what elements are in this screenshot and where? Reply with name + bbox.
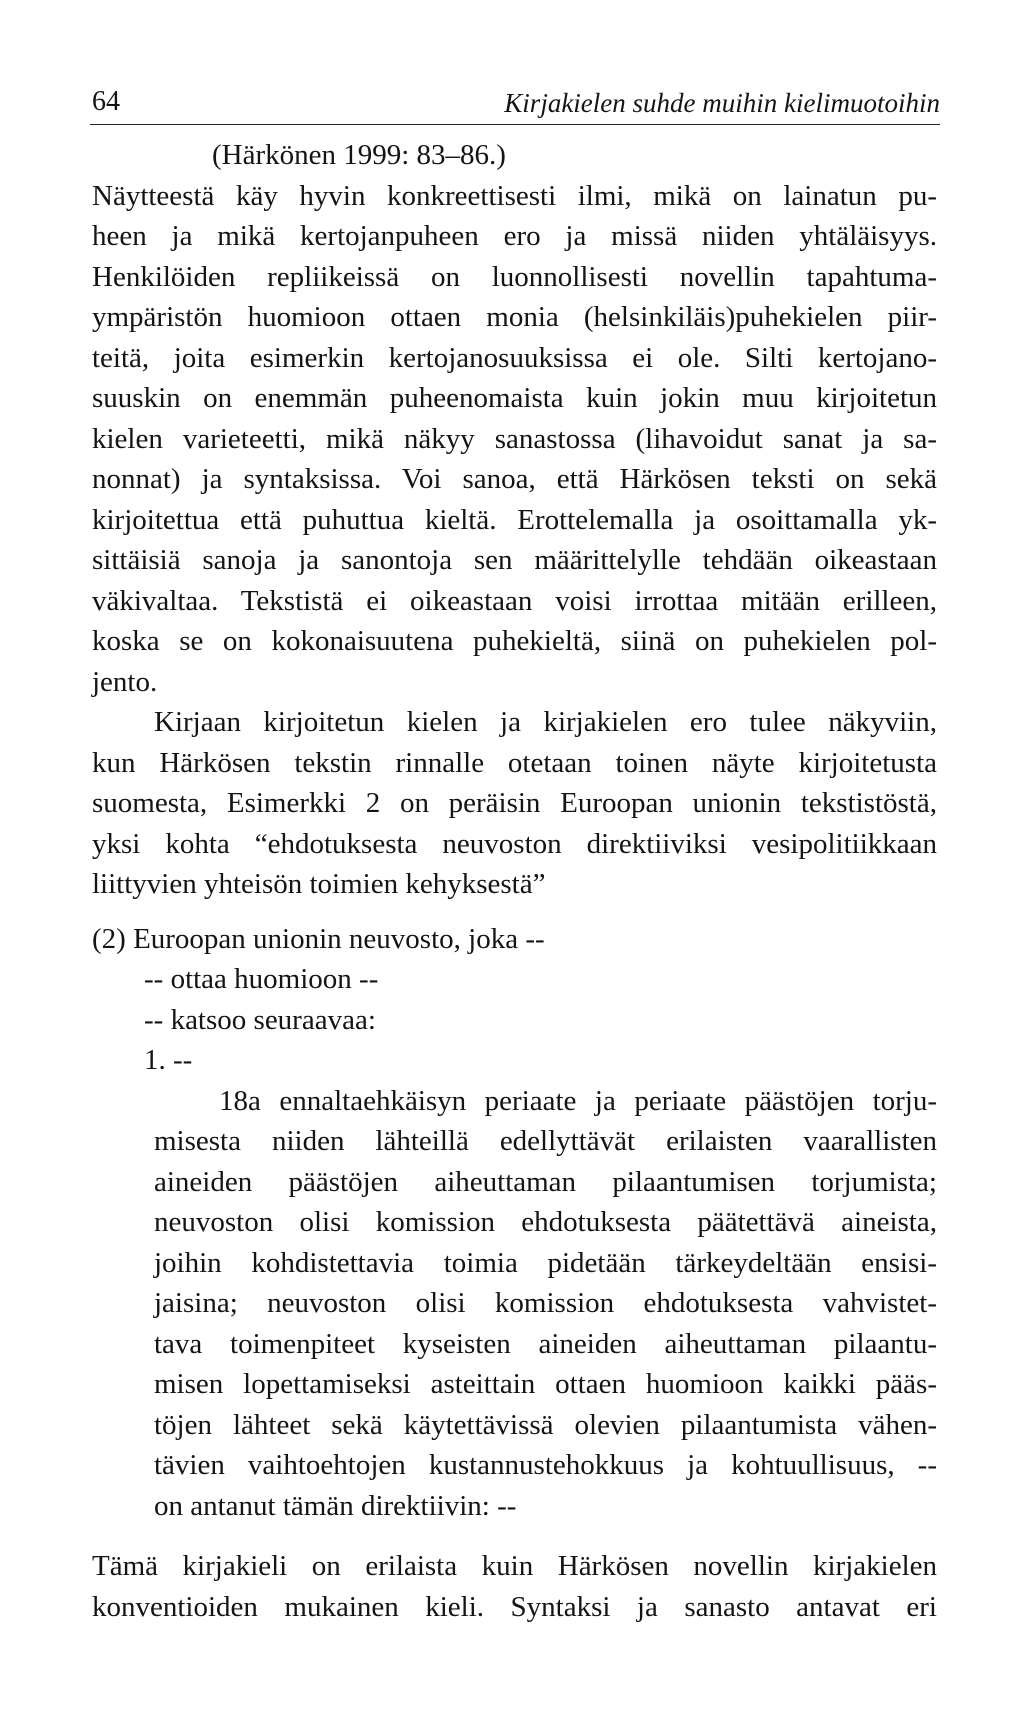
example-line: (2) Euroopan unionin neuvosto, joka -- <box>92 922 545 955</box>
text-line: kirjoitettua että puhuttua kieltä. Erottelemalla ja osoittamalla yk- <box>92 503 937 536</box>
quote-line: on antanut tämän direktiivin: -- <box>154 1489 517 1522</box>
example-quote <box>92 1081 937 1527</box>
text-line: jento. <box>92 665 158 698</box>
text-line: konventioiden mukainen kieli. Syntaksi ja sanasto antavat eri <box>92 1590 937 1623</box>
text-line: kun Härkösen tekstin rinnalle otetaan toinen näyte kirjoitetusta <box>92 746 937 779</box>
text-line: ympäristön huomioon ottaen monia (helsinkiläis)puhekielen piir- <box>92 301 937 333</box>
text-line: heen ja mikä kertojanpuheen ero ja missä niiden yhtäläisyys. <box>92 220 937 252</box>
quote-line: töjen lähteet sekä käytettävissä olevien pilaantumista vähen- <box>154 1408 937 1441</box>
example-line: -- katsoo seuraavaa: <box>144 1003 376 1036</box>
example-line: -- ottaa huomioon -- <box>144 963 379 995</box>
running-title: Kirjakielen suhde muihin kielimuotoihin <box>504 88 940 118</box>
text-line: kielen varieteetti, mikä näkyy sanastossa (lihavoidut sanat ja sa- <box>92 422 937 455</box>
text-line: suuskin on enemmän puheenomaista kuin jokin muu kirjoitetun <box>92 382 937 414</box>
quote-line: neuvoston olisi komission ehdotuksesta päätettävä aineista, <box>154 1206 937 1238</box>
citation-line: (Härkönen 1999: 83–86.) <box>212 139 506 171</box>
text-line: Näytteestä käy hyvin konkreettisesti ilmi, mikä on lainatun pu- <box>92 179 937 212</box>
quote-line: tävien vaihtoehtojen kustannustehokkuus ja kohtuullisuus, -- <box>154 1449 937 1481</box>
text-line: sittäisiä sanoja ja sanontoja sen määrittelylle tehdään oikeastaan <box>92 544 937 576</box>
quote-line: aineiden päästöjen aiheuttaman pilaantumisen torjumista; <box>154 1165 937 1198</box>
page-body <box>92 135 937 1627</box>
text-line: nonnat) ja syntaksissa. Voi sanoa, että Härkösen teksti on sekä <box>92 463 937 495</box>
page-number: 64 <box>92 86 120 117</box>
quote-line: jaisina; neuvoston olisi komission ehdotuksesta vahvistet- <box>154 1287 937 1319</box>
text-line: liittyvien yhteisön toimien kehyksestä” <box>92 868 546 900</box>
paragraph-1 <box>92 176 937 703</box>
text-line: Tämä kirjakieli on erilaista kuin Härkösen novellin kirjakielen <box>92 1550 937 1582</box>
page-header <box>90 82 940 125</box>
text-line: Henkilöiden repliikeissä on luonnollisesti novellin tapahtuma- <box>92 260 937 293</box>
paragraph-3 <box>92 1546 937 1627</box>
text-line: yksi kohta “ehdotuksesta neuvoston direktiiviksi vesipolitiikkaan <box>92 827 937 860</box>
text-line: suomesta, Esimerkki 2 on peräisin Euroopan unionin tekstistöstä, <box>92 787 937 819</box>
paragraph-2 <box>92 702 937 905</box>
quote-line: joihin kohdistettavia toimia pidetään tärkeydeltään ensisi- <box>154 1246 937 1279</box>
example-line: 1. -- <box>144 1044 193 1076</box>
quote-line: misesta niiden lähteillä edellyttävät erilaisten vaarallisten <box>154 1125 937 1157</box>
text-line: koska se on kokonaisuutena puhekieltä, siinä on puhekielen pol- <box>92 625 937 657</box>
text-line: väkivaltaa. Tekstistä ei oikeastaan voisi irrottaa mitään erilleen, <box>92 584 937 617</box>
text-line: teitä, joita esimerkin kertojanosuuksissa ei ole. Silti kertojano- <box>92 341 937 374</box>
quote-line: misen lopettamiseksi asteittain ottaen huomioon kaikki pääs- <box>154 1368 937 1400</box>
quote-line: 18a ennaltaehkäisyn periaate ja periaate päästöjen torju- <box>219 1084 937 1117</box>
example-2 <box>92 919 937 1527</box>
text-line: Kirjaan kirjoitetun kielen ja kirjakielen ero tulee näkyviin, <box>154 706 937 738</box>
quote-line: tava toimenpiteet kyseisten aineiden aiheuttaman pilaantu- <box>154 1327 937 1360</box>
